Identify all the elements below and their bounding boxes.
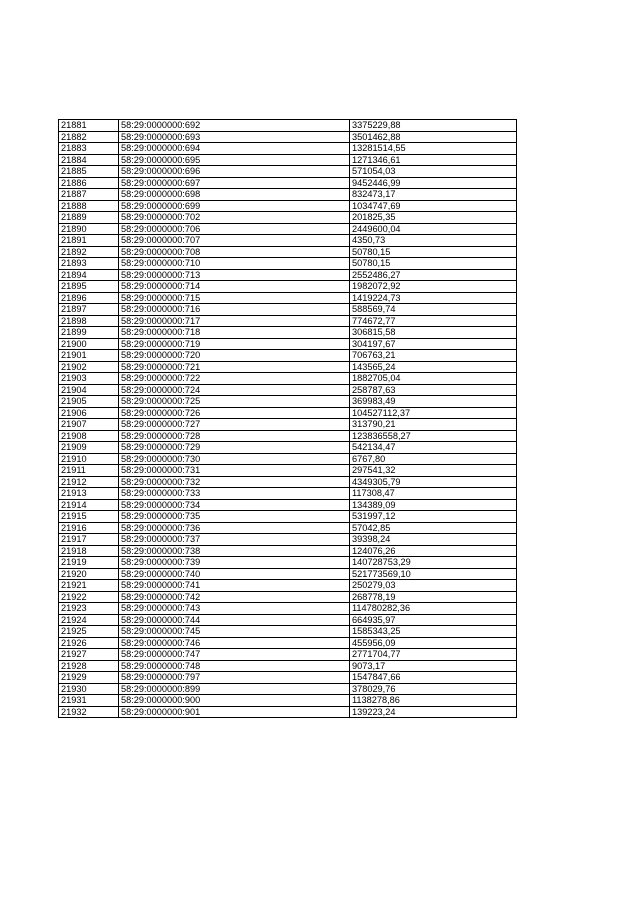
row-number-cell: 21914 <box>59 499 119 511</box>
cadastral-number-cell: 58:29:0000000:702 <box>119 212 350 224</box>
row-number-cell: 21900 <box>59 338 119 350</box>
table-row <box>59 223 517 235</box>
row-number-cell: 21893 <box>59 258 119 270</box>
row-number-cell: 21894 <box>59 269 119 281</box>
table-row <box>59 442 517 454</box>
value-cell: 134389,09 <box>350 499 517 511</box>
value-cell: 369983,49 <box>350 396 517 408</box>
table-row <box>59 649 517 661</box>
row-number-cell: 21892 <box>59 246 119 258</box>
value-cell: 4349305,79 <box>350 476 517 488</box>
row-number-cell: 21911 <box>59 465 119 477</box>
value-cell: 139223,24 <box>350 706 517 718</box>
row-number-cell: 21921 <box>59 580 119 592</box>
row-number-cell: 21891 <box>59 235 119 247</box>
table-row <box>59 292 517 304</box>
table-row <box>59 407 517 419</box>
cadastral-number-cell: 58:29:0000000:742 <box>119 591 350 603</box>
row-number-cell: 21888 <box>59 200 119 212</box>
cadastral-number-cell: 58:29:0000000:706 <box>119 223 350 235</box>
cadastral-number-cell: 58:29:0000000:899 <box>119 683 350 695</box>
cadastral-number-cell: 58:29:0000000:717 <box>119 315 350 327</box>
value-cell: 140728753,29 <box>350 557 517 569</box>
row-number-cell: 21898 <box>59 315 119 327</box>
cadastral-number-cell: 58:29:0000000:735 <box>119 511 350 523</box>
value-cell: 306815,58 <box>350 327 517 339</box>
row-number-cell: 21912 <box>59 476 119 488</box>
table-row <box>59 568 517 580</box>
cadastral-number-cell: 58:29:0000000:739 <box>119 557 350 569</box>
cadastral-number-cell: 58:29:0000000:714 <box>119 281 350 293</box>
row-number-cell: 21903 <box>59 373 119 385</box>
cadastral-number-cell: 58:29:0000000:747 <box>119 649 350 661</box>
table-row <box>59 384 517 396</box>
value-cell: 39398,24 <box>350 534 517 546</box>
table-row <box>59 522 517 534</box>
value-cell: 588569,74 <box>350 304 517 316</box>
table-row <box>59 603 517 615</box>
value-cell: 1419224,73 <box>350 292 517 304</box>
value-cell: 57042,85 <box>350 522 517 534</box>
row-number-cell: 21882 <box>59 131 119 143</box>
value-cell: 664935,97 <box>350 614 517 626</box>
value-cell: 531997,12 <box>350 511 517 523</box>
value-cell: 50780,15 <box>350 246 517 258</box>
row-number-cell: 21881 <box>59 120 119 132</box>
table-row <box>59 304 517 316</box>
table-row <box>59 189 517 201</box>
table-row <box>59 672 517 684</box>
table-row <box>59 327 517 339</box>
row-number-cell: 21899 <box>59 327 119 339</box>
value-cell: 4350,73 <box>350 235 517 247</box>
value-cell: 114780282,36 <box>350 603 517 615</box>
row-number-cell: 21930 <box>59 683 119 695</box>
cadastral-number-cell: 58:29:0000000:724 <box>119 384 350 396</box>
row-number-cell: 21932 <box>59 706 119 718</box>
table-row <box>59 534 517 546</box>
row-number-cell: 21896 <box>59 292 119 304</box>
cadastral-number-cell: 58:29:0000000:725 <box>119 396 350 408</box>
value-cell: 542134,47 <box>350 442 517 454</box>
cadastral-number-cell: 58:29:0000000:729 <box>119 442 350 454</box>
cadastral-number-cell: 58:29:0000000:692 <box>119 120 350 132</box>
row-number-cell: 21883 <box>59 143 119 155</box>
cadastral-number-cell: 58:29:0000000:748 <box>119 660 350 672</box>
table-row <box>59 660 517 672</box>
table-row <box>59 143 517 155</box>
value-cell: 201825,35 <box>350 212 517 224</box>
cadastral-number-cell: 58:29:0000000:740 <box>119 568 350 580</box>
cadastral-number-cell: 58:29:0000000:695 <box>119 154 350 166</box>
cadastral-number-cell: 58:29:0000000:745 <box>119 626 350 638</box>
cadastral-number-cell: 58:29:0000000:741 <box>119 580 350 592</box>
value-cell: 304197,67 <box>350 338 517 350</box>
value-cell: 1585343,25 <box>350 626 517 638</box>
row-number-cell: 21925 <box>59 626 119 638</box>
table-row <box>59 131 517 143</box>
row-number-cell: 21897 <box>59 304 119 316</box>
value-cell: 117308,47 <box>350 488 517 500</box>
cadastral-number-cell: 58:29:0000000:722 <box>119 373 350 385</box>
cadastral-number-cell: 58:29:0000000:734 <box>119 499 350 511</box>
cadastral-number-cell: 58:29:0000000:731 <box>119 465 350 477</box>
table-row <box>59 419 517 431</box>
value-cell: 124076,26 <box>350 545 517 557</box>
value-cell: 123836558,27 <box>350 430 517 442</box>
table-row <box>59 488 517 500</box>
cadastral-number-cell: 58:29:0000000:719 <box>119 338 350 350</box>
cadastral-number-cell: 58:29:0000000:696 <box>119 166 350 178</box>
table-row <box>59 695 517 707</box>
table-row <box>59 430 517 442</box>
row-number-cell: 21927 <box>59 649 119 661</box>
value-cell: 1034747,69 <box>350 200 517 212</box>
cadastral-number-cell: 58:29:0000000:737 <box>119 534 350 546</box>
value-cell: 3501462,88 <box>350 131 517 143</box>
table-row <box>59 683 517 695</box>
value-cell: 1547847,66 <box>350 672 517 684</box>
value-cell: 104527112,37 <box>350 407 517 419</box>
table-row <box>59 465 517 477</box>
cadastral-number-cell: 58:29:0000000:900 <box>119 695 350 707</box>
table-row <box>59 315 517 327</box>
value-cell: 50780,15 <box>350 258 517 270</box>
table-row <box>59 269 517 281</box>
table-row <box>59 591 517 603</box>
table-row <box>59 350 517 362</box>
cadastral-number-cell: 58:29:0000000:721 <box>119 361 350 373</box>
cadastral-number-cell: 58:29:0000000:698 <box>119 189 350 201</box>
cadastral-number-cell: 58:29:0000000:707 <box>119 235 350 247</box>
cadastral-number-cell: 58:29:0000000:699 <box>119 200 350 212</box>
value-cell: 9452446,99 <box>350 177 517 189</box>
row-number-cell: 21923 <box>59 603 119 615</box>
row-number-cell: 21916 <box>59 522 119 534</box>
table-body <box>59 120 517 718</box>
table-row <box>59 338 517 350</box>
table-row <box>59 511 517 523</box>
table-row <box>59 281 517 293</box>
value-cell: 258787,63 <box>350 384 517 396</box>
value-cell: 2552486,27 <box>350 269 517 281</box>
value-cell: 2771704,77 <box>350 649 517 661</box>
table-row <box>59 177 517 189</box>
table-row <box>59 580 517 592</box>
cadastral-number-cell: 58:29:0000000:732 <box>119 476 350 488</box>
table-row <box>59 396 517 408</box>
row-number-cell: 21931 <box>59 695 119 707</box>
row-number-cell: 21890 <box>59 223 119 235</box>
cadastral-number-cell: 58:29:0000000:733 <box>119 488 350 500</box>
row-number-cell: 21908 <box>59 430 119 442</box>
row-number-cell: 21905 <box>59 396 119 408</box>
row-number-cell: 21922 <box>59 591 119 603</box>
value-cell: 706763,21 <box>350 350 517 362</box>
row-number-cell: 21906 <box>59 407 119 419</box>
row-number-cell: 21915 <box>59 511 119 523</box>
cadastral-number-cell: 58:29:0000000:728 <box>119 430 350 442</box>
row-number-cell: 21924 <box>59 614 119 626</box>
cadastral-number-cell: 58:29:0000000:736 <box>119 522 350 534</box>
row-number-cell: 21918 <box>59 545 119 557</box>
value-cell: 521773569,10 <box>350 568 517 580</box>
row-number-cell: 21913 <box>59 488 119 500</box>
table-row <box>59 235 517 247</box>
value-cell: 832473,17 <box>350 189 517 201</box>
cadastral-number-cell: 58:29:0000000:730 <box>119 453 350 465</box>
cadastral-number-cell: 58:29:0000000:716 <box>119 304 350 316</box>
value-cell: 6767,80 <box>350 453 517 465</box>
table-row <box>59 258 517 270</box>
row-number-cell: 21920 <box>59 568 119 580</box>
cadastral-number-cell: 58:29:0000000:713 <box>119 269 350 281</box>
value-cell: 3375229,88 <box>350 120 517 132</box>
cadastral-number-cell: 58:29:0000000:797 <box>119 672 350 684</box>
table-row <box>59 212 517 224</box>
table-row <box>59 637 517 649</box>
table-row <box>59 361 517 373</box>
row-number-cell: 21909 <box>59 442 119 454</box>
row-number-cell: 21907 <box>59 419 119 431</box>
row-number-cell: 21889 <box>59 212 119 224</box>
value-cell: 774672,77 <box>350 315 517 327</box>
row-number-cell: 21926 <box>59 637 119 649</box>
cadastral-number-cell: 58:29:0000000:697 <box>119 177 350 189</box>
row-number-cell: 21919 <box>59 557 119 569</box>
row-number-cell: 21928 <box>59 660 119 672</box>
value-cell: 313790,21 <box>350 419 517 431</box>
cadastral-number-cell: 58:29:0000000:693 <box>119 131 350 143</box>
value-cell: 143565,24 <box>350 361 517 373</box>
cadastral-number-cell: 58:29:0000000:726 <box>119 407 350 419</box>
cadastral-number-cell: 58:29:0000000:720 <box>119 350 350 362</box>
cadastral-number-cell: 58:29:0000000:744 <box>119 614 350 626</box>
cadastral-number-cell: 58:29:0000000:743 <box>119 603 350 615</box>
value-cell: 268778,19 <box>350 591 517 603</box>
table-row <box>59 614 517 626</box>
value-cell: 571054,03 <box>350 166 517 178</box>
table-row <box>59 373 517 385</box>
table-row <box>59 166 517 178</box>
value-cell: 9073,17 <box>350 660 517 672</box>
table-row <box>59 626 517 638</box>
table-row <box>59 545 517 557</box>
table-row <box>59 246 517 258</box>
cadastral-number-cell: 58:29:0000000:718 <box>119 327 350 339</box>
value-cell: 378029,76 <box>350 683 517 695</box>
cadastral-number-cell: 58:29:0000000:901 <box>119 706 350 718</box>
cadastral-number-cell: 58:29:0000000:746 <box>119 637 350 649</box>
value-cell: 1982072,92 <box>350 281 517 293</box>
table-row <box>59 120 517 132</box>
value-cell: 1882705,04 <box>350 373 517 385</box>
row-number-cell: 21904 <box>59 384 119 396</box>
value-cell: 2449600,04 <box>350 223 517 235</box>
value-cell: 1271346,61 <box>350 154 517 166</box>
value-cell: 297541,32 <box>350 465 517 477</box>
table-row <box>59 499 517 511</box>
table-row <box>59 200 517 212</box>
row-number-cell: 21917 <box>59 534 119 546</box>
row-number-cell: 21887 <box>59 189 119 201</box>
cadastral-number-cell: 58:29:0000000:708 <box>119 246 350 258</box>
data-table <box>58 119 517 718</box>
table-row <box>59 453 517 465</box>
value-cell: 13281514,55 <box>350 143 517 155</box>
row-number-cell: 21884 <box>59 154 119 166</box>
value-cell: 1138278,86 <box>350 695 517 707</box>
cadastral-number-cell: 58:29:0000000:715 <box>119 292 350 304</box>
value-cell: 455956,09 <box>350 637 517 649</box>
table-row <box>59 706 517 718</box>
row-number-cell: 21901 <box>59 350 119 362</box>
value-cell: 250279,03 <box>350 580 517 592</box>
row-number-cell: 21902 <box>59 361 119 373</box>
table-row <box>59 154 517 166</box>
table-row <box>59 557 517 569</box>
row-number-cell: 21895 <box>59 281 119 293</box>
cadastral-number-cell: 58:29:0000000:727 <box>119 419 350 431</box>
row-number-cell: 21885 <box>59 166 119 178</box>
cadastral-number-cell: 58:29:0000000:710 <box>119 258 350 270</box>
row-number-cell: 21910 <box>59 453 119 465</box>
cadastral-number-cell: 58:29:0000000:738 <box>119 545 350 557</box>
row-number-cell: 21886 <box>59 177 119 189</box>
row-number-cell: 21929 <box>59 672 119 684</box>
cadastral-number-cell: 58:29:0000000:694 <box>119 143 350 155</box>
table-row <box>59 476 517 488</box>
